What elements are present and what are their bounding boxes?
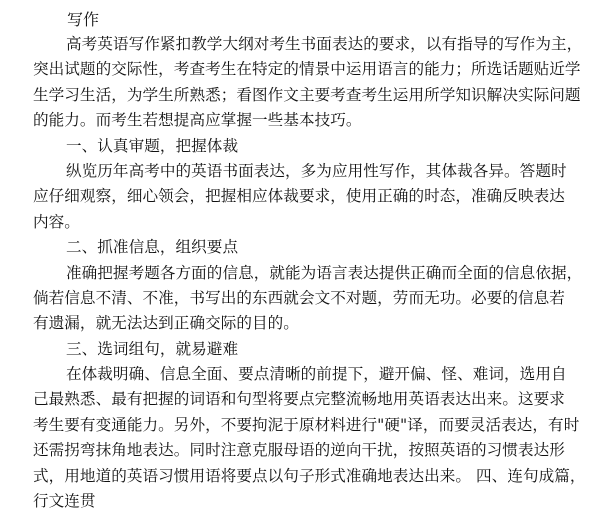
text-line: 考生要有变通能力。另外，不要拘泥于原材料进行"硬"译，而要灵活表达，有时 bbox=[33, 415, 580, 434]
text-line: 突出试题的交际性，考查考生在特定的情景中运用语言的能力；所选话题贴近学 bbox=[33, 60, 581, 79]
text-line: 应仔细观察，细心领会，把握相应体裁要求，使用正确的时态，准确反映表达 bbox=[33, 187, 565, 206]
text-line: 己最熟悉、最有把握的词语和句型将要点完整流畅地用英语表达出来。这要求 bbox=[33, 390, 565, 409]
section-heading-1: 一、认真审题，把握体裁 bbox=[66, 136, 239, 155]
text-line: 在体裁明确、信息全面、要点清晰的前提下，避开偏、怪、难词，选用自 bbox=[66, 365, 567, 384]
document-title: 写作 bbox=[67, 10, 100, 29]
text-line: 式，用地道的英语习惯用语将要点以句子形式准确地表达出来。 四、连句成篇， bbox=[33, 466, 586, 485]
text-line: 有遗漏，就无法达到正确交际的目的。 bbox=[33, 314, 299, 333]
document-body bbox=[33, 32, 586, 514]
text-line: 内容。 bbox=[33, 212, 80, 231]
text-line: 的能力。而考生若想提高应掌握一些基本技巧。 bbox=[33, 111, 362, 130]
text-line: 还需拐弯抹角地表达。同时注意克服母语的逆向干扰，按照英语的习惯表达形 bbox=[33, 441, 565, 460]
text-line: 行文连贯 bbox=[33, 492, 96, 511]
section-heading-3: 三、选词组句，就易避难 bbox=[66, 339, 239, 358]
text-line: 倘若信息不清、不准，书写出的东西就会文不对题，劳而无功。必要的信息若 bbox=[33, 288, 565, 307]
text-line: 纵览历年高考中的英语书面表达，多为应用性写作，其体裁各异。答题时 bbox=[66, 161, 567, 180]
text-line: 高考英语写作紧扣教学大纲对考生书面表达的要求，以有指导的写作为主， bbox=[66, 35, 583, 53]
text-line: 生学习生活，为学生所熟悉；看图作文主要考查考生运用所学知识解决实际问题 bbox=[33, 85, 581, 104]
text-line: 准确把握考题各方面的信息，就能为语言表达提供正确而全面的信息依据， bbox=[66, 263, 583, 282]
section-heading-2: 二、抓准信息，组织要点 bbox=[66, 238, 239, 257]
